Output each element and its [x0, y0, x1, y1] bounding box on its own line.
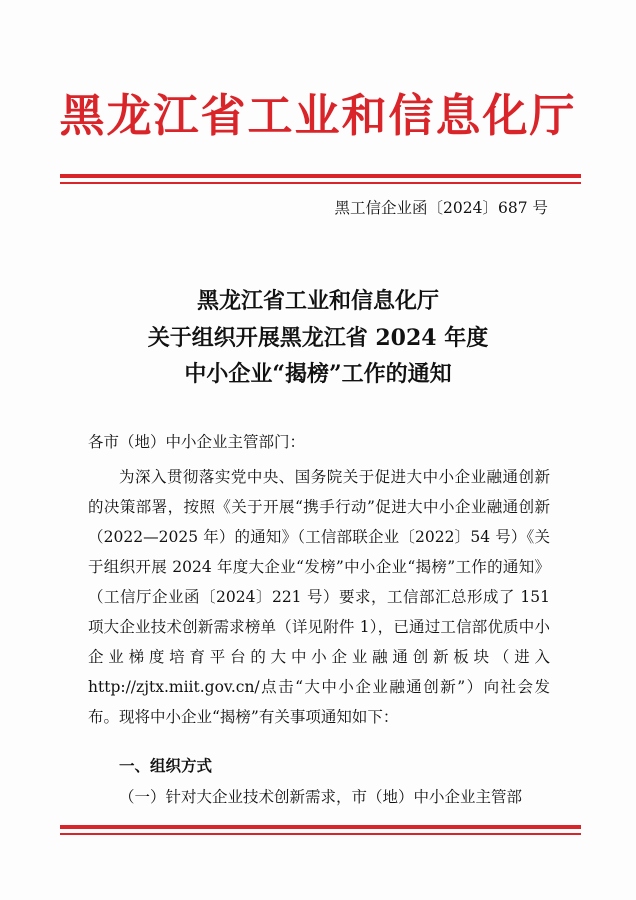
salutation: 各市（地）中小企业主管部门： [88, 433, 306, 451]
masthead-title: 黑龙江省工业和信息化厅 [59, 89, 577, 142]
title-line-3: 中小企业“揭榜”工作的通知 [184, 361, 452, 387]
footer-divider-thick [60, 825, 581, 829]
title-line-1: 黑龙江省工业和信息化厅 [196, 288, 439, 314]
document-number: 黑工信企业函〔2024〕687 号 [334, 199, 548, 217]
masthead-divider-thin [60, 182, 581, 184]
title-line-2: 关于组织开展黑龙江省 2024 年度 [147, 324, 489, 351]
masthead-divider-thick [60, 174, 581, 178]
section-heading: 一、组织方式 [119, 757, 213, 775]
document-title [0, 283, 636, 393]
body-paragraph: 为深入贯彻落实党中央、国务院关于促进大中小企业融通创新的决策部署，按照《关于开展“携手行动”促进大中小企业融通创新（2022—2025 年）的通知》（工信部联企业〔2022〕54 号）《关于组织开展 2024 年度大企业“发榜”中小企业“揭榜”工作的通知》（工信厅企业函〔2024〕221 号）要求，工信部汇总形成了 151 项大企业技术创新需求榜单（详见附件 1），已通过工信部优质中小企业梯度培育平台的大中小企业融通创新板块（进入 http://zjtx.miit.gov.cn/点击“大中小企业融通创新”）向社会发布。现将中小企业“揭榜”有关事项通知如下： [88, 468, 550, 726]
footer-divider-thin [60, 833, 581, 835]
section-text: （一）针对大企业技术创新需求，市（地）中小企业主管部 [119, 788, 523, 806]
